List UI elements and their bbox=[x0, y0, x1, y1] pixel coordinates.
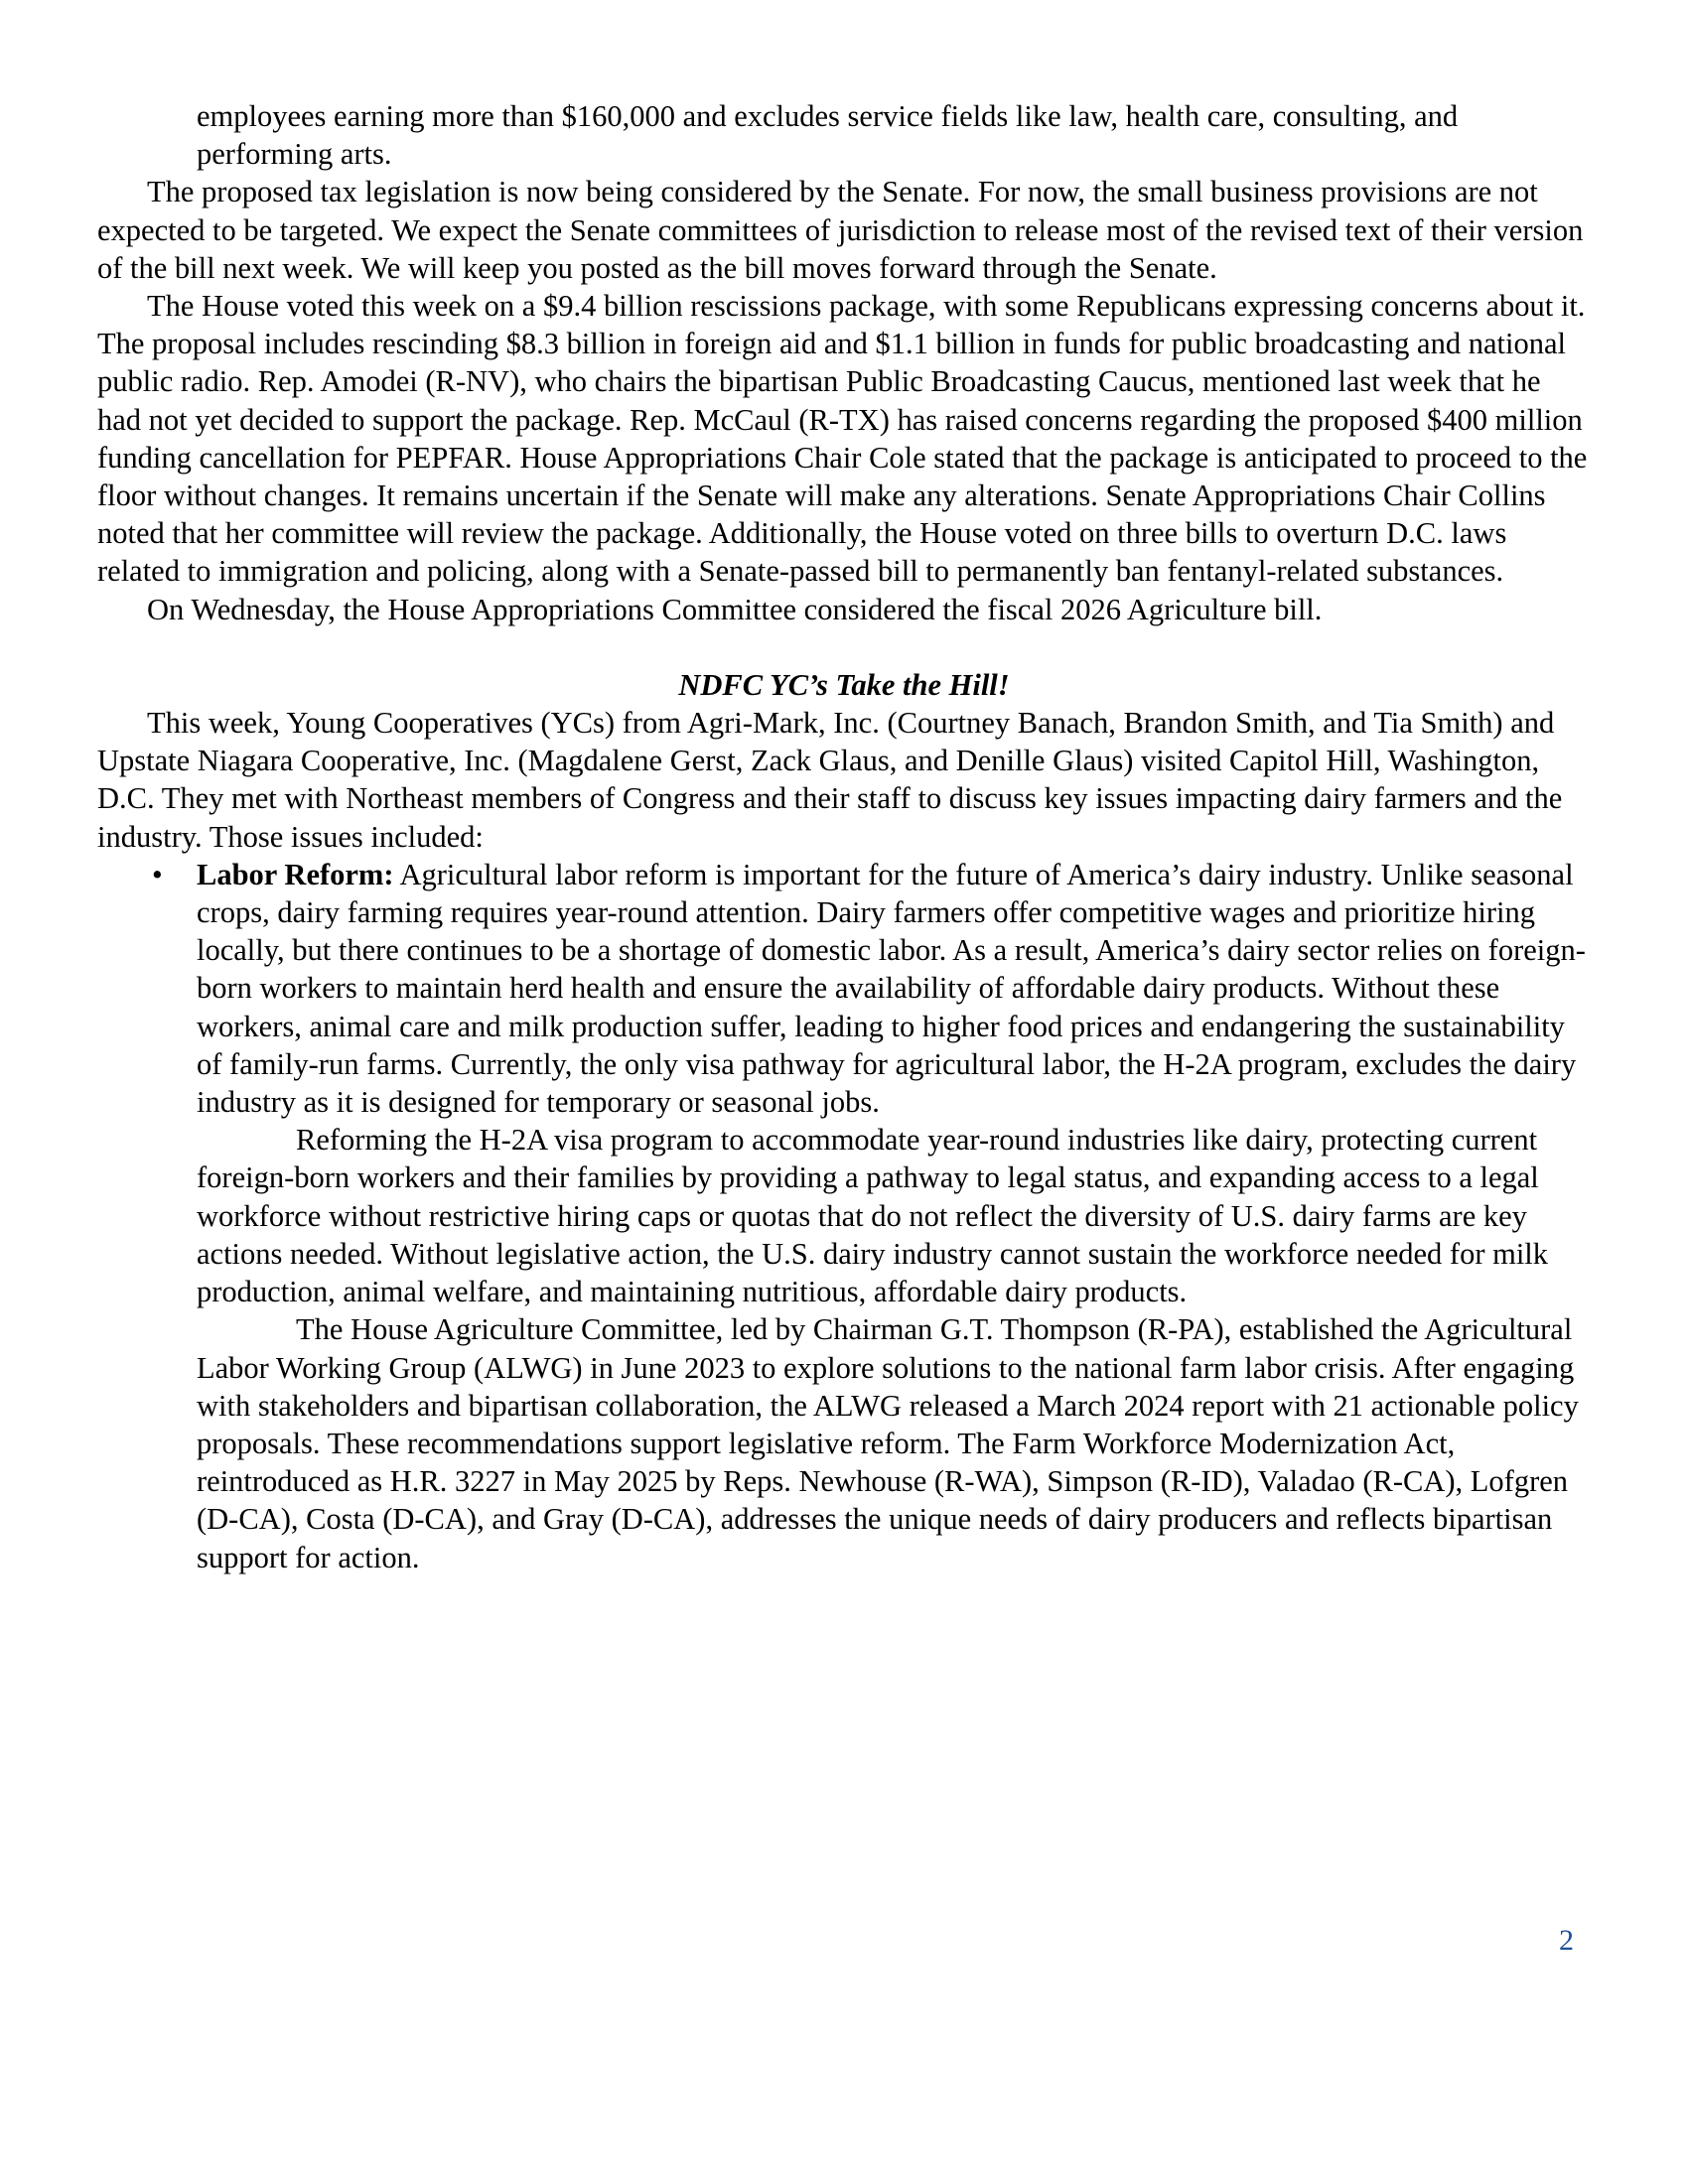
rescissions-paragraph: The House voted this week on a $9.4 billion rescissions package, with some Republicans expressing concerns about it. The proposal includes rescinding $8.3 billion in foreign aid and $1.1 billion in funds for public broadcasting and national public radio. Rep. Amodei (R-NV), who chairs the bipartisan Public Broadcasting Caucus, mentioned last week that he had not yet decided to support the package. Rep. McCaul (R-TX) has raised concerns regarding the proposed $400 million funding cancellation for PEPFAR. House Appropriations Chair Cole stated that the package is anticipated to proceed to the floor without changes. It remains uncertain if the Senate will make any alterations. Senate Appropriations Chair Collins noted that her committee will review the package. Additionally, the House voted on three bills to overturn D.C. laws related to immigration and policing, along with a Senate-passed bill to permanently ban fentanyl-related substances. bbox=[97, 289, 1588, 589]
bullet-item-labor-reform bbox=[97, 856, 1591, 1121]
document-body bbox=[97, 97, 1591, 1576]
bullet-label: Labor Reform: bbox=[197, 857, 394, 891]
page-number: 2 bbox=[1559, 1924, 1574, 1957]
h2a-reform-paragraph: Reforming the H-2A visa program to accommodate year-round industries like dairy, protecting current foreign-born workers and their families by providing a pathway to legal status, and expanding access to a legal workforce without restrictive hiring caps or quotas that do not reflect the diversity of U.S. dairy farms are key actions needed. Without legislative action, the U.S. dairy industry cannot sustain the workforce needed for milk production, animal welfare, and maintaining nutritious, affordable dairy products. bbox=[197, 1123, 1549, 1309]
section-intro-paragraph: This week, Young Cooperatives (YCs) from Agri-Mark, Inc. (Courtney Banach, Brandon Smith, and Tia Smith) and Upstate Niagara Cooperative, Inc. (Magdalene Gerst, Zack Glaus, and Denille Glaus) visited Capitol Hill, Washington, D.C. They met with Northeast members of Congress and their staff to discuss key issues impacting dairy farmers and the industry. Those issues included: bbox=[97, 706, 1563, 854]
senate-tax-paragraph: The proposed tax legislation is now being considered by the Senate. For now, the small business provisions are not expected to be targeted. We expect the Senate committees of jurisdiction to release most of the revised text of their version of the bill next week. We will keep you posted as the bill moves forward through the Senate. bbox=[97, 175, 1584, 285]
section-heading: NDFC YC’s Take the Hill! bbox=[678, 667, 1010, 702]
continued-paragraph: employees earning more than $160,000 and excludes service fields like law, health care, consulting, and performing arts. bbox=[197, 99, 1459, 172]
bullet-icon: • bbox=[152, 857, 163, 891]
alwg-paragraph: The House Agriculture Committee, led by Chairman G.T. Thompson (R-PA), established the Agricultural Labor Working Group (ALWG) in June 2023 to explore solutions to the national farm labor crisis. After engaging with stakeholders and bipartisan collaboration, the ALWG released a March 2024 report with 21 actionable policy proposals. These recommendations support legislative reform. The Farm Workforce Modernization Act, reintroduced as H.R. 3227 in May 2025 by Reps. Newhouse (R-WA), Simpson (R-ID), Valadao (R-CA), Lofgren (D-CA), Costa (D-CA), and Gray (D-CA), addresses the unique needs of dairy producers and reflects bipartisan support for action. bbox=[197, 1312, 1579, 1574]
appropriations-paragraph: On Wednesday, the House Appropriations Committee considered the fiscal 2026 Agriculture bill. bbox=[147, 592, 1323, 626]
bullet-text: Agricultural labor reform is important for the future of America’s dairy industry. Unlike seasonal crops, dairy farming requires year-round attention. Dairy farmers offer competitive wages and prioritize hiring locally, but there continues to be a shortage of domestic labor. As a result, America’s dairy sector relies on foreign-born workers to maintain herd health and ensure the availability of affordable dairy products. Without these workers, animal care and milk production suffer, leading to higher food prices and endangering the sustainability of family-run farms. Currently, the only visa pathway for agricultural labor, the H-2A program, excludes the dairy industry as it is designed for temporary or seasonal jobs. bbox=[197, 857, 1586, 1120]
